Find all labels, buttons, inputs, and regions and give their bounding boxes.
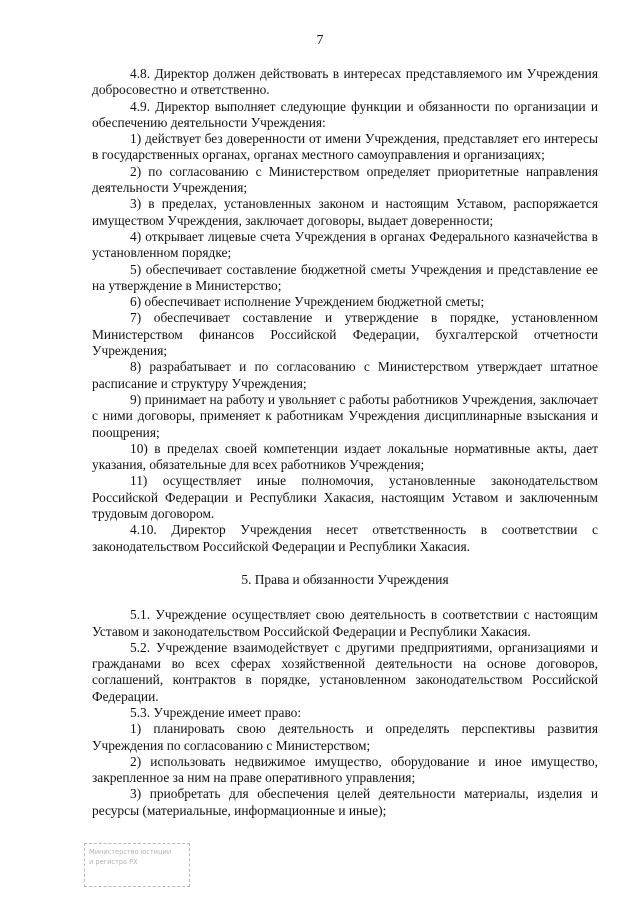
clause-5-1: 5.1. Учреждение осуществляет свою деятельность в соответствии с настоящим Уставом и законодательством Российской Федерации и Республики Хакасия. [92, 607, 598, 639]
clause-5-2: 5.2. Учреждение взаимодействует с другими предприятиями, организациями и гражданами во всех сферах хозяйственной деятельности на основе договоров, соглашений, контрактов в порядке, установленном законодательством Российской Федерации. [92, 639, 598, 704]
clause-4-9-item-9: 9) принимает на работу и увольняет с работы работников Учреждения, заключает с ними договоры, применяет к работникам Учреждения дисциплинарные взыскания и поощрения; [92, 391, 598, 440]
clause-4-9-item-11: 11) осуществляет иные полномочия, установленные законодательством Российской Федерации и Республики Хакасия, настоящим Уставом и заключенным трудовым договором. [92, 473, 598, 522]
clause-4-9-item-8: 8) разрабатывает и по согласованию с Министерством утверждает штатное расписание и структуру Учреждения; [92, 359, 598, 391]
clause-4-9-item-2: 2) по согласованию с Министерством определяет приоритетные направления деятельности Учреждения; [92, 163, 598, 196]
page-number: 7 [316, 32, 324, 47]
clause-4-8: 4.8. Директор должен действовать в интересах представляемого им Учреждения добросовестно и ответственно. [92, 66, 598, 98]
section-heading: 5. Права и обязанности Учреждения [241, 571, 449, 587]
clause-5-3: 5.3. Учреждение имеет право: [130, 704, 302, 720]
clause-4-9-item-7: 7) обеспечивает составление и утверждение в порядке, установленном Министерством финансов Российской Федерации, бухгалтерской отчетности Учреждения; [92, 310, 598, 359]
clause-5-3-item-1: 1) планировать свою деятельность и определять перспективы развития Учреждения по согласованию с Министерством; [92, 721, 598, 753]
clause-4-10: 4.10. Директор Учреждения несет ответственность в соответствии с законодательством Российской Федерации и Республики Хакасия. [92, 522, 598, 554]
clause-4-9-item-6: 6) обеспечивает исполнение Учреждением бюджетной сметы; [130, 294, 485, 310]
stamp-line-2: и регистра РХ [89, 858, 138, 866]
stamp-line-1: Министерство юстиции [89, 848, 172, 856]
clause-4-9-item-3: 3) в пределах, установленных законом и настоящим Уставом, распоряжается имуществом Учреждения, заключает договоры, выдает доверенности; [92, 196, 598, 228]
clause-5-3-item-2: 2) использовать недвижимое имущество, оборудование и иное имущество, закрепленное за ним на праве оперативного управления; [92, 753, 598, 786]
document-body [92, 66, 598, 819]
clause-4-9: 4.9. Директор выполняет следующие функции и обязанности по организации и обеспечению деятельности Учреждения: [92, 98, 598, 130]
registration-stamp [84, 843, 190, 887]
clause-4-9-item-5: 5) обеспечивает составление бюджетной сметы Учреждения и представление ее на утверждение в Министерство; [92, 261, 598, 293]
clause-4-9-item-4: 4) открывает лицевые счета Учреждения в органах Федерального казначейства в установленном порядке; [92, 228, 598, 261]
clause-4-9-item-1: 1) действует без доверенности от имени Учреждения, представляет его интересы в государственных органах, органах местного самоуправления и организациях; [92, 131, 598, 163]
clause-4-9-item-10: 10) в пределах своей компетенции издает локальные нормативные акты, дает указания, обязательные для всех работников Учреждения; [92, 440, 598, 473]
clause-5-3-item-3: 3) приобретать для обеспечения целей деятельности материалы, изделия и ресурсы (материальные, информационные и иные); [92, 786, 598, 818]
